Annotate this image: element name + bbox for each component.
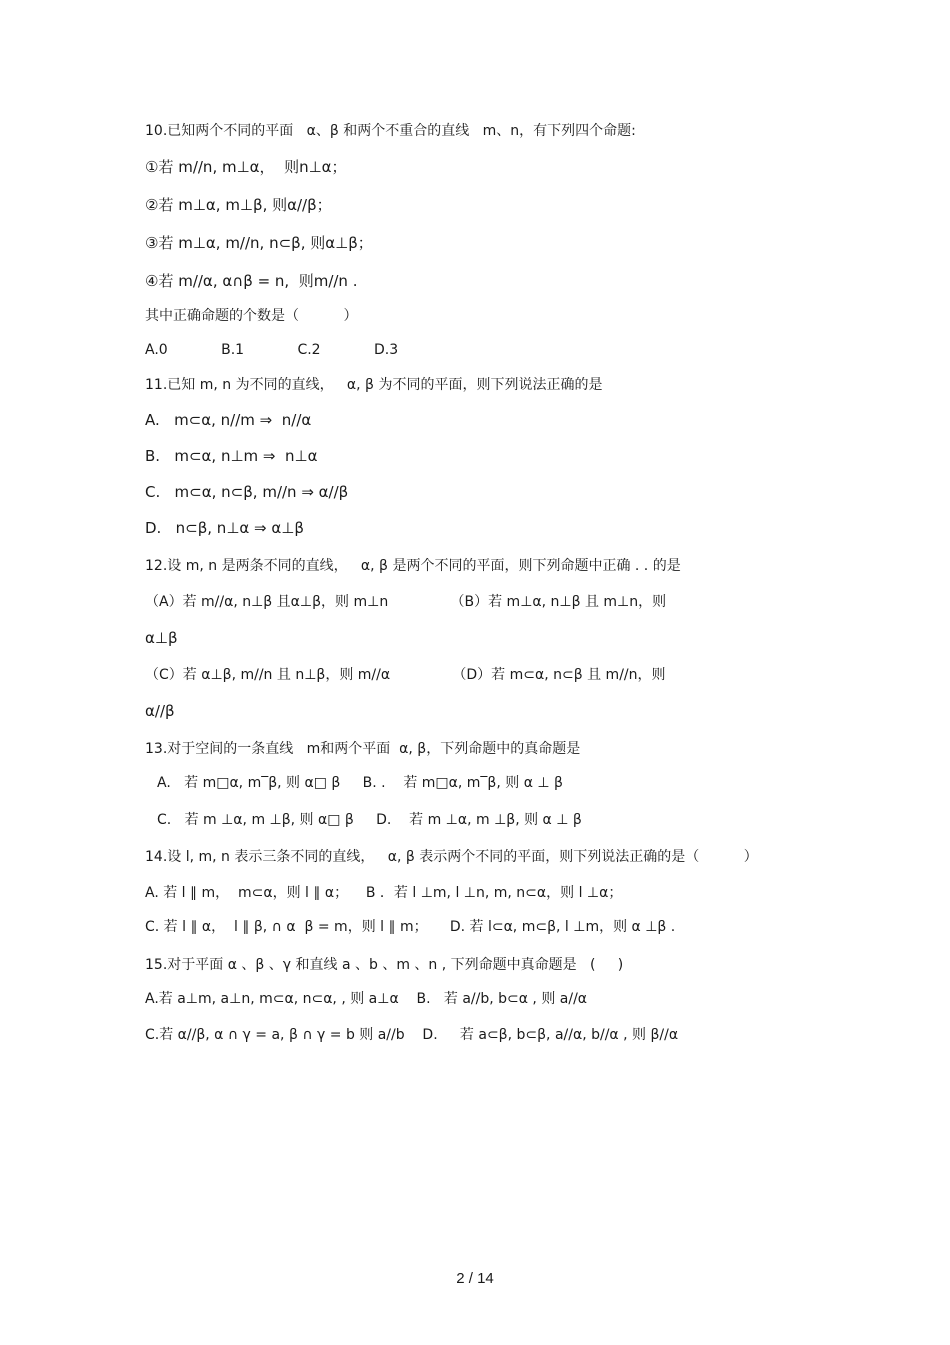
q11-option-b: B. m⊂α, n⊥m ⇒ n⊥α <box>145 447 318 465</box>
q15-options-ab: A.若 a⊥m, a⊥n, m⊂α, n⊂α, , 则 a⊥α B. 若 a//b, b⊂α , 则 a//α <box>145 991 588 1007</box>
q11-option-d: D. n⊂β, n⊥α ⇒ α⊥β <box>145 519 304 537</box>
q10-question: 其中正确命题的个数是（ ） <box>145 308 358 324</box>
q15-stem: 15.对于平面 α 、β 、γ 和直线 a 、b 、m 、n , 下列命题中真命题是 ( ) <box>145 957 624 973</box>
q12-options-ab: （A）若 m//α, n⊥β 且α⊥β，则 m⊥n （B）若 m⊥α, n⊥β 且 m⊥n，则 <box>145 594 667 610</box>
q12-options-cd: （C）若 α⊥β, m//n 且 n⊥β，则 m//α （D）若 m⊂α, n⊂β 且 m//n，则 <box>145 667 666 683</box>
q13-stem: 13.对于空间的一条直线 m和两个平面 α, β，下列命题中的真命题是 <box>145 741 581 757</box>
q15-options-cd: C.若 α//β, α ∩ γ = a, β ∩ γ = b 则 a//b D. 若 a⊂β, b⊂β, a//α, b//α , 则 β//α <box>145 1027 679 1043</box>
q10-proposition-2: ②若 m⊥α, m⊥β, 则α//β； <box>145 196 332 214</box>
q11-option-a: A. m⊂α, n//m ⇒ n//α <box>145 411 312 429</box>
page-number: 2 / 14 <box>456 1270 494 1287</box>
q12-options-ab-continued: α⊥β <box>145 629 178 647</box>
q12-options-cd-continued: α//β <box>145 702 175 720</box>
q10-options: A.0 B.1 C.2 D.3 <box>145 342 399 358</box>
q10-proposition-3: ③若 m⊥α, m//n, n⊂β, 则α⊥β； <box>145 234 373 252</box>
q13-options-cd: C. 若 m ⊥α, m ⊥β, 则 α□ β D. 若 m ⊥α, m ⊥β, 则 α ⊥ β <box>157 812 582 828</box>
q14-stem: 14.设 l, m, n 表示三条不同的直线， α, β 表示两个不同的平面，则下列说法正确的是（ ） <box>145 849 758 865</box>
q14-options-cd: C. 若 l ∥ α， l ∥ β, ∩ α β = m，则 l ∥ m； D. 若 l⊂α, m⊂β, l ⊥m，则 α ⊥β . <box>145 919 676 935</box>
q12-stem: 12.设 m, n 是两条不同的直线， α, β 是两个不同的平面，则下列命题中正确 . . 的是 <box>145 558 681 574</box>
q14-options-ab: A. 若 l ∥ m， m⊂α，则 l ∥ α； B ．若 l ⊥m, l ⊥n, m, n⊂α，则 l ⊥α； <box>145 885 623 901</box>
q11-stem: 11.已知 m, n 为不同的直线， α, β 为不同的平面，则下列说法正确的是 <box>145 377 603 393</box>
q11-option-c: C. m⊂α, n⊂β, m//n ⇒ α//β <box>145 483 349 501</box>
q10-proposition-1: ①若 m//n, m⊥α， 则n⊥α； <box>145 158 347 176</box>
q13-options-ab: A. 若 m□α, m‾β, 则 α□ β B. . 若 m□α, m‾β, 则 α ⊥ β <box>157 775 563 791</box>
q10-proposition-4: ④若 m//α, α∩β = n, 则m//n . <box>145 272 358 290</box>
q10-stem: 10.已知两个不同的平面 α、β 和两个不重合的直线 m、n，有下列四个命题: <box>145 123 636 139</box>
